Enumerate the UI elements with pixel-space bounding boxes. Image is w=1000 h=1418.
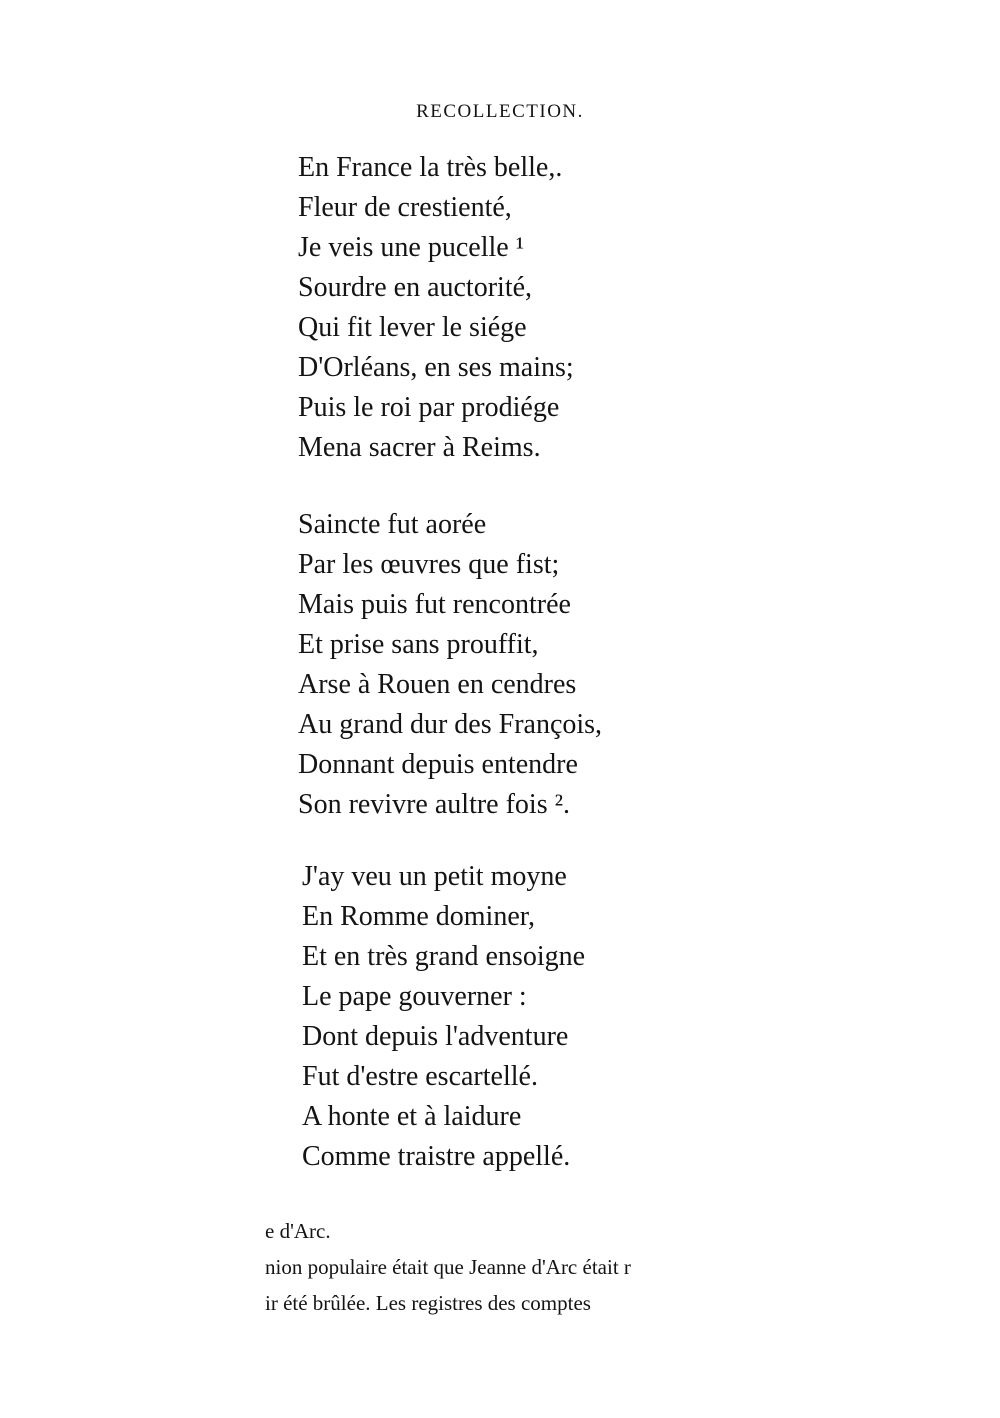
verse-line: Saincte fut aorée	[298, 509, 487, 540]
page-header: RECOLLECTION.	[416, 101, 584, 122]
verse-line: Puis le roi par prodiége	[298, 392, 560, 423]
verse-line: Comme traistre appellé.	[302, 1141, 571, 1172]
verse-line: Qui fit lever le siége	[298, 312, 527, 343]
verse-line: A honte et à laidure	[302, 1101, 522, 1132]
verse-line: Son revivre aultre fois ².	[298, 789, 570, 820]
verse-line: Je veis une pucelle ¹	[298, 232, 525, 263]
stanza-1	[298, 148, 574, 468]
footnote-line: nion populaire était que Jeanne d'Arc était r	[265, 1255, 631, 1279]
verse-line: Dont depuis l'adventure	[302, 1021, 569, 1052]
verse-line: Par les œuvres que fist;	[298, 549, 560, 580]
verse-line: Sourdre en auctorité,	[298, 272, 533, 303]
verse-line: Et en très grand ensoigne	[302, 941, 586, 972]
verse-line: D'Orléans, en ses mains;	[298, 352, 574, 383]
verse-line: Le pape gouverner :	[302, 981, 527, 1012]
footnote-line: e d'Arc.	[265, 1219, 331, 1243]
footnotes	[265, 1213, 735, 1321]
verse-line: Arse à Rouen en cendres	[298, 669, 577, 700]
verse-line: Fleur de crestienté,	[298, 192, 512, 223]
verse-line: Mais puis fut rencontrée	[298, 589, 571, 620]
verse-line: Mena sacrer à Reims.	[298, 432, 541, 463]
verse-line: Et prise sans prouffit,	[298, 629, 539, 660]
verse-line: J'ay veu un petit moyne	[302, 861, 567, 892]
verse-line: Fut d'estre escartellé.	[302, 1061, 538, 1092]
stanza-2	[298, 505, 602, 825]
footnote-line: ir été brûlée. Les registres des comptes	[265, 1291, 591, 1315]
verse-line: En Romme dominer,	[302, 901, 535, 932]
verse-line: Donnant depuis entendre	[298, 749, 578, 780]
verse-line: En France la très belle,.	[298, 152, 563, 183]
verse-line: Au grand dur des François,	[298, 709, 603, 740]
stanza-3	[302, 857, 585, 1177]
